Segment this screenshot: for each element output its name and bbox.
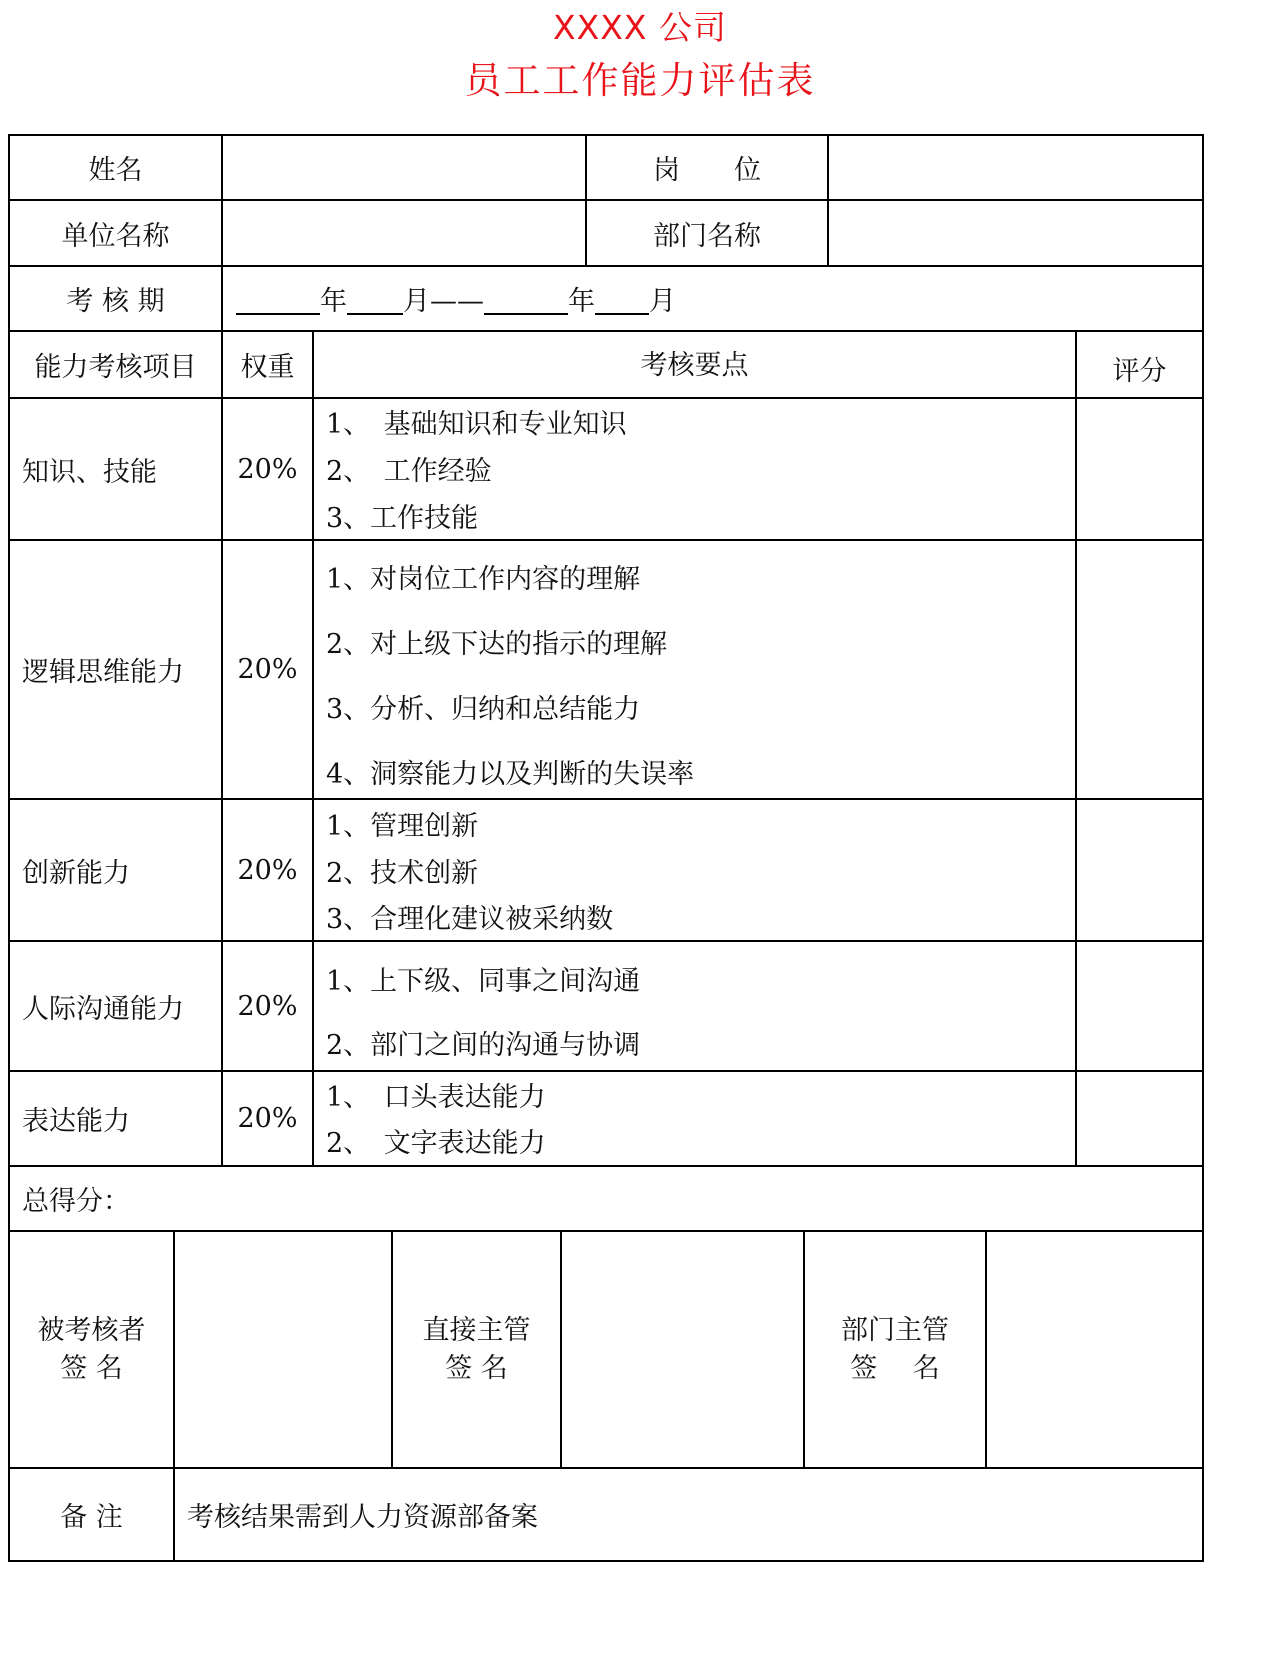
remarks-label: 备 注 [60, 1502, 123, 1533]
assessee-label-line1: 被考核者 [37, 1314, 146, 1346]
column-header-item: 能力考核项目 [34, 352, 197, 383]
end-month-unit: 月 [649, 286, 676, 317]
start-month-blank[interactable] [347, 283, 403, 315]
item-point: 1、上下级、同事之间沟通 [326, 966, 641, 997]
score-cell[interactable] [1077, 942, 1202, 1070]
end-year-unit: 年 [568, 286, 595, 317]
supervisor-signature-cell[interactable] [562, 1232, 803, 1467]
dept-manager-signature-label [805, 1232, 985, 1467]
post-label: 岗 位 [653, 155, 761, 186]
dept-manager-label-line2: 签 名 [850, 1352, 940, 1384]
end-month-blank[interactable] [595, 283, 649, 315]
supervisor-signature-label [393, 1232, 560, 1467]
item-point: 3、分析、归纳和总结能力 [326, 694, 641, 725]
item-weight: 20% [237, 990, 298, 1022]
item-weight: 20% [237, 1103, 298, 1134]
column-header-score: 评分 [1112, 355, 1167, 387]
end-year-blank[interactable] [484, 283, 568, 315]
start-year-blank[interactable] [236, 283, 320, 315]
company-name: XXXX 公司 [553, 8, 727, 47]
column-header-weight: 权重 [240, 352, 295, 383]
item-point: 2、技术创新 [326, 858, 479, 889]
item-weight: 20% [237, 654, 298, 685]
name-value-cell[interactable] [223, 136, 585, 199]
name-label: 姓名 [88, 155, 143, 186]
item-point: 1、 口头表达能力 [326, 1082, 546, 1113]
item-name: 逻辑思维能力 [22, 657, 184, 688]
score-cell[interactable] [1077, 1072, 1202, 1165]
dept-label: 部门名称 [653, 220, 761, 252]
item-point: 1、 基础知识和专业知识 [326, 409, 627, 440]
item-point: 1、对岗位工作内容的理解 [326, 564, 641, 595]
item-name: 知识、技能 [22, 456, 157, 488]
start-year-unit: 年 [320, 286, 347, 317]
dept-value-cell[interactable] [829, 201, 1202, 265]
assessee-label-line2: 签 名 [60, 1352, 123, 1384]
item-point: 2、部门之间的沟通与协调 [326, 1030, 641, 1061]
item-point: 1、管理创新 [326, 811, 479, 842]
score-cell[interactable] [1077, 541, 1202, 798]
unit-label: 单位名称 [61, 220, 170, 252]
item-weight: 20% [237, 854, 298, 886]
column-header-points: 考核要点 [640, 349, 749, 381]
supervisor-label-line2: 签 名 [445, 1352, 508, 1384]
item-weight: 20% [237, 453, 298, 485]
period-label: 考 核 期 [66, 286, 165, 317]
item-point: 2、 文字表达能力 [326, 1128, 546, 1159]
dept-manager-signature-cell[interactable] [987, 1232, 1202, 1467]
item-point: 4、洞察能力以及判断的失误率 [326, 759, 695, 790]
remarks-text: 考核结果需到人力资源部备案 [187, 1502, 538, 1533]
item-point: 2、 工作经验 [326, 456, 492, 487]
item-point: 3、合理化建议被采纳数 [326, 904, 614, 935]
start-month-unit: 月—— [403, 286, 484, 317]
item-name: 人际沟通能力 [22, 993, 184, 1025]
total-score-label[interactable]: 总得分： [22, 1186, 130, 1217]
item-point: 2、对上级下达的指示的理解 [326, 629, 668, 660]
item-point: 3、工作技能 [326, 503, 479, 534]
score-cell[interactable] [1077, 399, 1202, 539]
supervisor-label-line1: 直接主管 [422, 1314, 531, 1346]
form-title: 员工工作能力评估表 [464, 59, 816, 102]
assessee-signature-cell[interactable] [175, 1232, 391, 1467]
post-value-cell[interactable] [829, 136, 1202, 199]
dept-manager-label-line1: 部门主管 [841, 1314, 949, 1346]
period-fill-line[interactable] [236, 267, 1136, 330]
item-name: 创新能力 [22, 857, 130, 889]
assessee-signature-label [10, 1232, 173, 1467]
unit-value-cell[interactable] [223, 201, 585, 265]
item-name: 表达能力 [22, 1106, 130, 1137]
score-cell[interactable] [1077, 800, 1202, 940]
